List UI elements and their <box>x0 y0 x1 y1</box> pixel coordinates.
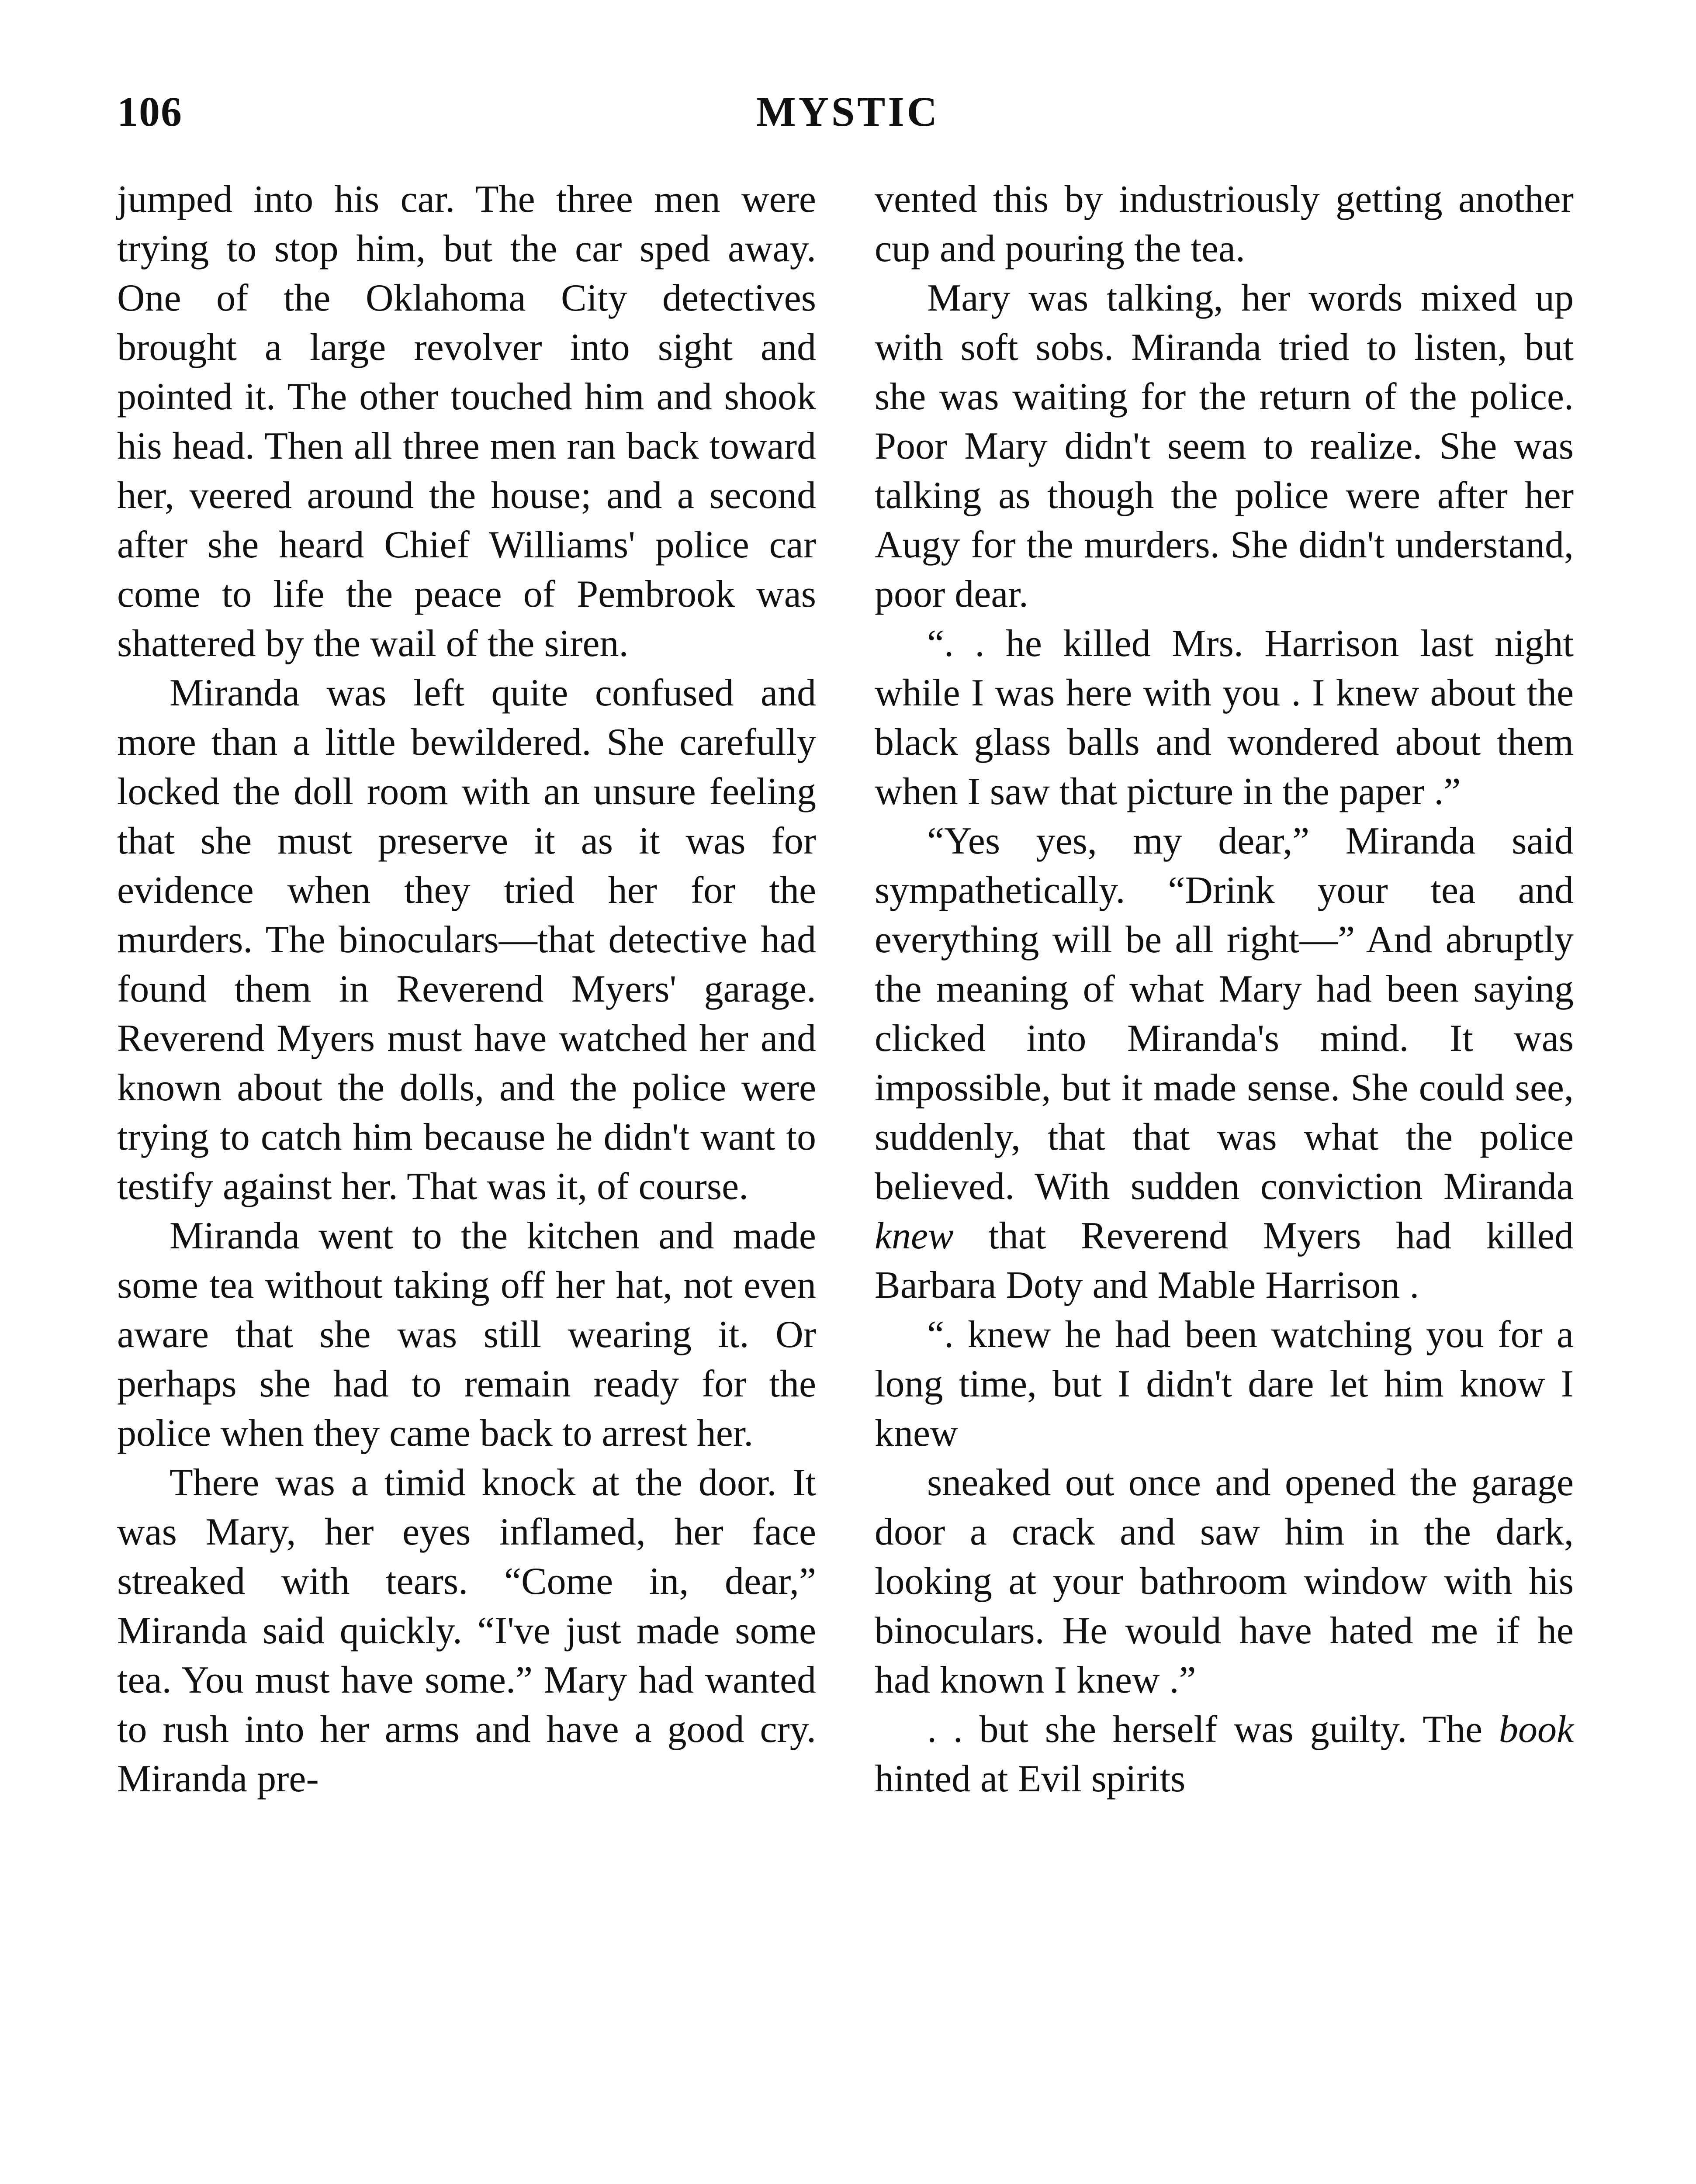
paragraph: sneaked out once and opened the garage door a crack and saw him in the dark, looking at your bathroom window with his binoculars. He would have hated me if he had known I knew .” <box>875 1462 1574 1701</box>
paragraph <box>875 1705 1574 1804</box>
emphasis: knew <box>875 1215 954 1257</box>
page-header <box>117 87 1579 149</box>
right-column <box>875 175 1574 1804</box>
text-run: . . but she herself was guilty. The <box>927 1708 1483 1751</box>
paragraph: “. knew he had been watching you for a long time, but I didn't dare let him know I knew <box>875 1313 1574 1455</box>
paragraph <box>875 816 1574 1310</box>
paragraph: vented this by industriously getting another cup and pouring the tea. <box>875 178 1574 270</box>
paragraph: Mary was talking, her words mixed up with soft sobs. Miranda tried to listen, but she was waiting for the return of the police. Poor Mary didn't seem to realize. She was talking as though the police were after her Augy for the murders. She didn't understand, poor dear. <box>875 277 1574 615</box>
left-column <box>117 175 816 1804</box>
paragraph: Miranda was left quite confused and more than a little bewildered. She carefully locked the doll room with an unsure feeling that she must preserve it as it was for evidence when they tried her for the murders. The binoculars—that detective had found them in Reverend Myers' garage. Reverend Myers must have watched her and known about the dolls, and the police were trying to catch him because he didn't want to testify against her. That was it, of course. <box>117 672 816 1208</box>
page-number: 106 <box>117 88 183 135</box>
text-run: hinted at Evil spirits <box>875 1758 1186 1800</box>
text-run: “Yes yes, my dear,” Miranda said sympathetically. “Drink your tea and everything will be all right—” And abruptly the meaning of what Mary had been saying clicked into Miranda's mind. It was impossible, but it made sense. She could see, suddenly, that that was what the police believed. With sudden conviction Miranda <box>875 820 1574 1208</box>
paragraph: “. . he killed Mrs. Harrison last night while I was here with you . I knew about the black glass balls and wondered about them when I saw that picture in the paper .” <box>875 622 1574 813</box>
emphasis: book <box>1499 1708 1574 1751</box>
paragraph: jumped into his car. The three men were trying to stop him, but the car sped away. One of the Oklahoma City detectives brought a large revolver into sight and pointed it. The other touched him and shook his head. Then all three men ran back toward her, veered around the house; and a second after she heard Chief Williams' police car come to life the peace of Pembrook was shattered by the wail of the siren. <box>117 178 816 665</box>
paragraph: There was a timid knock at the door. It was Mary, her eyes inflamed, her face streaked with tears. “Come in, dear,” Miranda said quickly. “I've just made some tea. You must have some.” Mary had wanted to rush into her arms and have a good cry. Miranda pre- <box>117 1462 816 1800</box>
text-run: that Reverend Myers had killed Barbara Doty and Mable Harrison . <box>875 1215 1574 1306</box>
paragraph: Miranda went to the kitchen and made some tea without taking off her hat, not even aware that she was still wearing it. Or perhaps she had to remain ready for the police when they came back to arrest her. <box>117 1215 816 1455</box>
running-head: MYSTIC <box>756 88 940 135</box>
